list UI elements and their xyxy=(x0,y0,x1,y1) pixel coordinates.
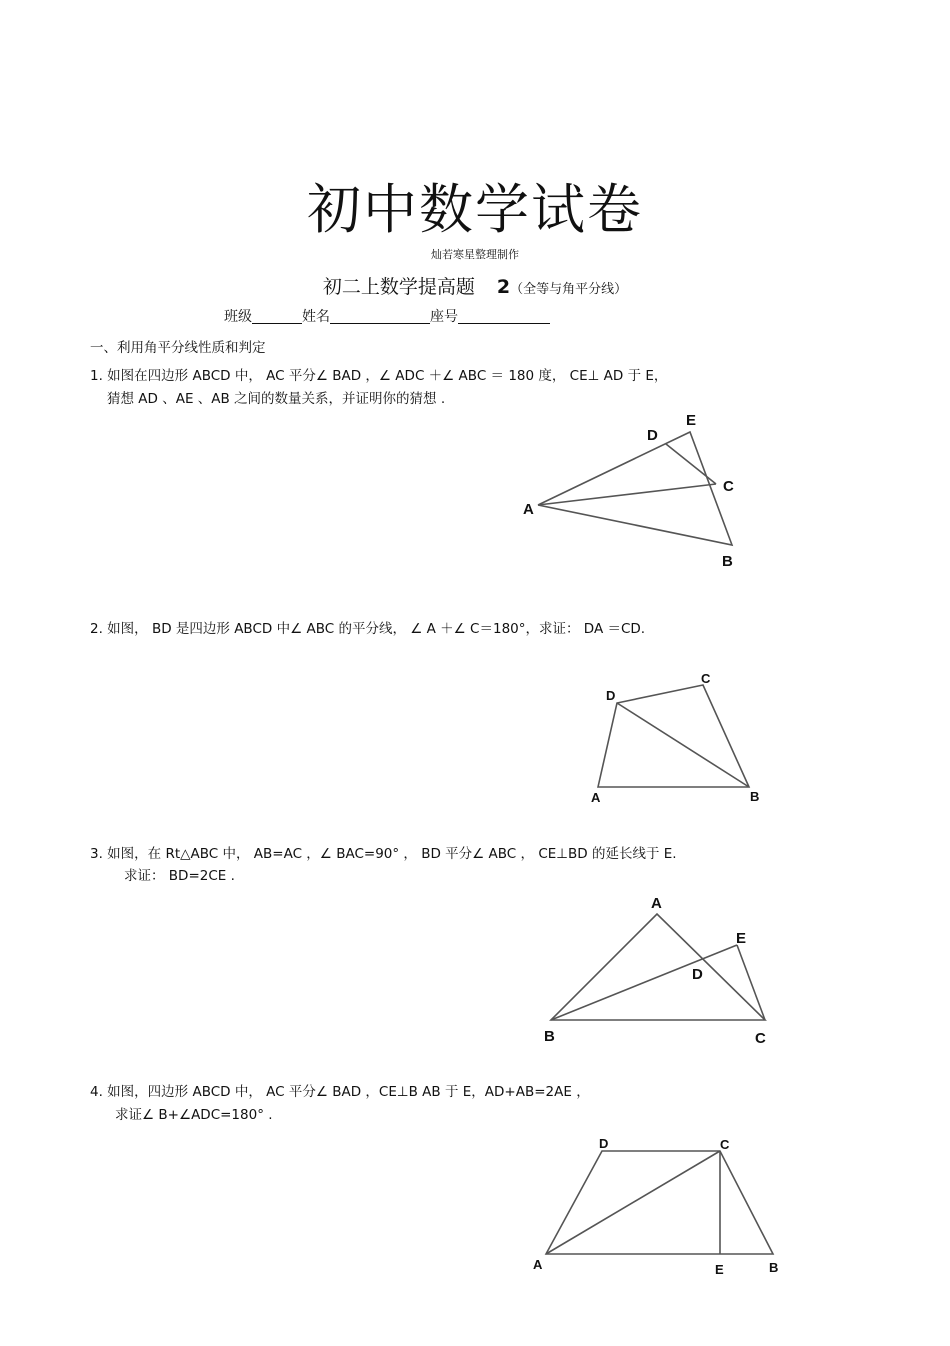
fig1-label-c: C xyxy=(723,478,734,495)
page-title: 初中数学试卷 xyxy=(307,178,643,241)
section-title: 一、利用角平分线性质和判定 xyxy=(90,340,266,356)
fig4-label-c: C xyxy=(720,1137,730,1152)
heading-text: 初二上数学提高题 xyxy=(322,276,475,298)
page-subtitle: 灿若寒星整理制作 xyxy=(431,248,519,261)
fig3-label-b: B xyxy=(544,1028,555,1045)
question-3-line-2: 求证： BD=2CE . xyxy=(124,868,235,884)
fig1-label-e: E xyxy=(686,412,697,429)
fig4-label-b: B xyxy=(769,1260,779,1275)
fig3-label-a: A xyxy=(651,895,662,912)
fig4-label-e: E xyxy=(715,1262,724,1277)
fig1-label-a: A xyxy=(523,501,534,518)
name-label: 姓名 xyxy=(302,309,330,325)
fig3-label-e: E xyxy=(736,930,747,947)
question-2-line-1: 2. 如图， BD 是四边形 ABCD 中∠ ABC 的平分线， ∠ A ＋∠ C＝180°，求证： DA ＝CD. xyxy=(90,621,646,637)
fig1-label-d: D xyxy=(647,427,658,444)
question-3-line-1: 3. 如图，在 Rt△ABC 中， AB=AC ，∠ BAC=90° ， BD 平分∠ ABC ， CE⊥BD 的延长线于 E. xyxy=(90,846,677,862)
fig1-label-b: B xyxy=(722,553,733,570)
fig4-label-a: A xyxy=(533,1257,543,1272)
question-4-line-2: 求证∠ B+∠ADC=180° . xyxy=(115,1107,273,1123)
fig4-label-d: D xyxy=(599,1136,609,1151)
fig2-label-c: C xyxy=(701,671,711,686)
fig2-label-d: D xyxy=(606,688,616,703)
fig2-label-a: A xyxy=(591,790,601,805)
question-4-line-1: 4. 如图，四边形 ABCD 中， AC 平分∠ BAD ，CE⊥B AB 于 E，AD+AB=2AE ， xyxy=(90,1084,590,1100)
question-1-line-1: 1. 如图在四边形 ABCD 中， AC 平分∠ BAD ，∠ ADC ＋∠ ABC ＝ 180 度， CE⊥ AD 于 E， xyxy=(90,368,668,384)
fig3-label-c: C xyxy=(755,1030,766,1047)
question-1-line-2: 猜想 AD 、AE 、AB 之间的数量关系，并证明你的猜想 . xyxy=(107,391,446,407)
fig4-ac xyxy=(546,1151,720,1254)
fig4-quad xyxy=(546,1151,773,1254)
fig2-label-b: B xyxy=(750,789,760,804)
heading-topic: （全等与角平分线） xyxy=(510,282,628,297)
seat-label: 座号 xyxy=(430,309,458,325)
heading-number: 2 xyxy=(496,276,511,298)
fig3-label-d: D xyxy=(692,966,703,983)
class-label: 班级 xyxy=(224,309,252,325)
